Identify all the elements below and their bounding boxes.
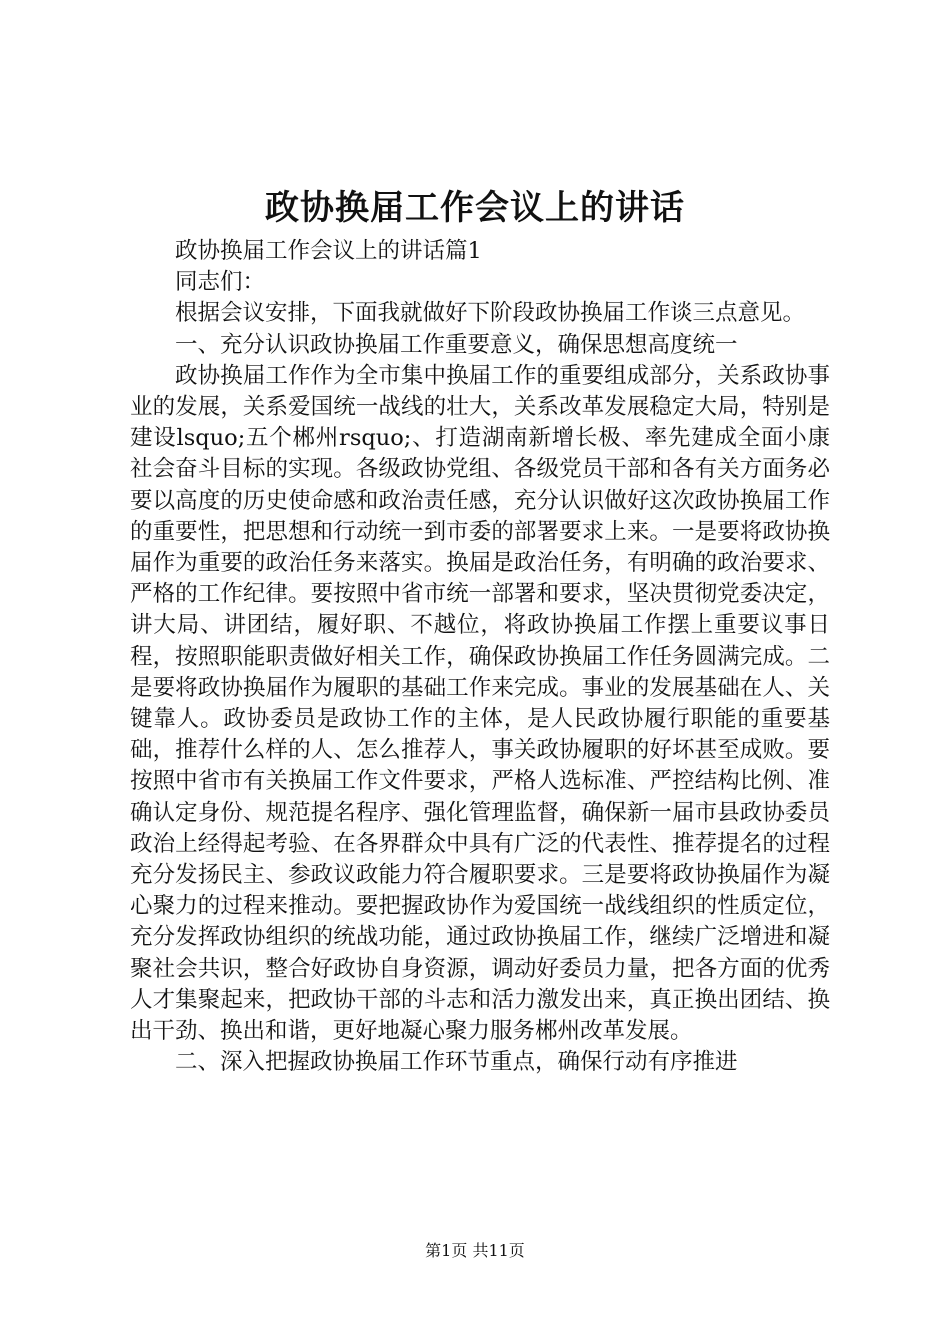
page-footer: 第1页 共11页 [425, 1241, 525, 1260]
salutation-paragraph: 同志们： [175, 269, 266, 296]
section-heading-1: 一、充分认识政协换届工作重要意义，确保思想高度统一 [175, 331, 738, 358]
intro-paragraph: 根据会议安排，下面我就做好下阶段政协换届工作谈三点意见。 [175, 300, 806, 327]
body-paragraph: 政协换届工作作为全市集中换届工作的重要组成部分，关系政协事业的发展，关系爱国统一战线的壮大，关系改革发展稳定大局，特别是建设lsquo;五个郴州rsquo;、打造湖南新增长极、率先建成全面小康社会奋斗目标的实现。各级政协党组、各级党员干部和各有关方面务必要以高度的历史使命感和政治责任感，充分认识做好这次政协换届工作的重要性，把思想和行动统一到市委的部署要求上来。一是要将政协换届作为重要的政治任务来落实。换届是政治任务，有明确的政治要求、严格的工作纪律。要按照中省市统一部署和要求，坚决贯彻党委决定，讲大局、讲团结，履好职、不越位，将政协换届工作摆上重要议事日程，按照职能职责做好相关工作，确保政协换届工作任务圆满完成。二是要将政协换届作为履职的基础工作来完成。事业的发展基础在人、关键靠人。政协委员是政协工作的主体，是人民政协履行职能的重要基础，推荐什么样的人、怎么推荐人，事关政协履职的好坏甚至成败。要按照中省市有关换届工作文件要求，严格人选标准、严控结构比例、准确认定身份、规范提名程序、强化管理监督，确保新一届市县政协委员政治上经得起考验、在各界群众中具有广泛的代表性、推荐提名的过程充分发扬民主、参政议政能力符合履职要求。三是要将政协换届作为凝心聚力的过程来推动。要把握政协作为爱国统一战线组织的性质定位，充分发挥政协组织的统战功能，通过政协换届工作，继续广泛增进和凝聚社会共识，整合好政协自身资源，调动好委员力量，把各方面的优秀人才集聚起来，把政协干部的斗志和活力激发出来，真正换出团结、换出干劲、换出和谐，更好地凝心聚力服务郴州改革发展。 [130, 362, 830, 1045]
document-body [130, 236, 830, 1078]
document-title: 政协换届工作会议上的讲话 [265, 188, 685, 228]
section-heading-2: 二、深入把握政协换届工作环节重点，确保行动有序推进 [175, 1049, 738, 1076]
subtitle-paragraph: 政协换届工作会议上的讲话篇1 [175, 238, 482, 264]
